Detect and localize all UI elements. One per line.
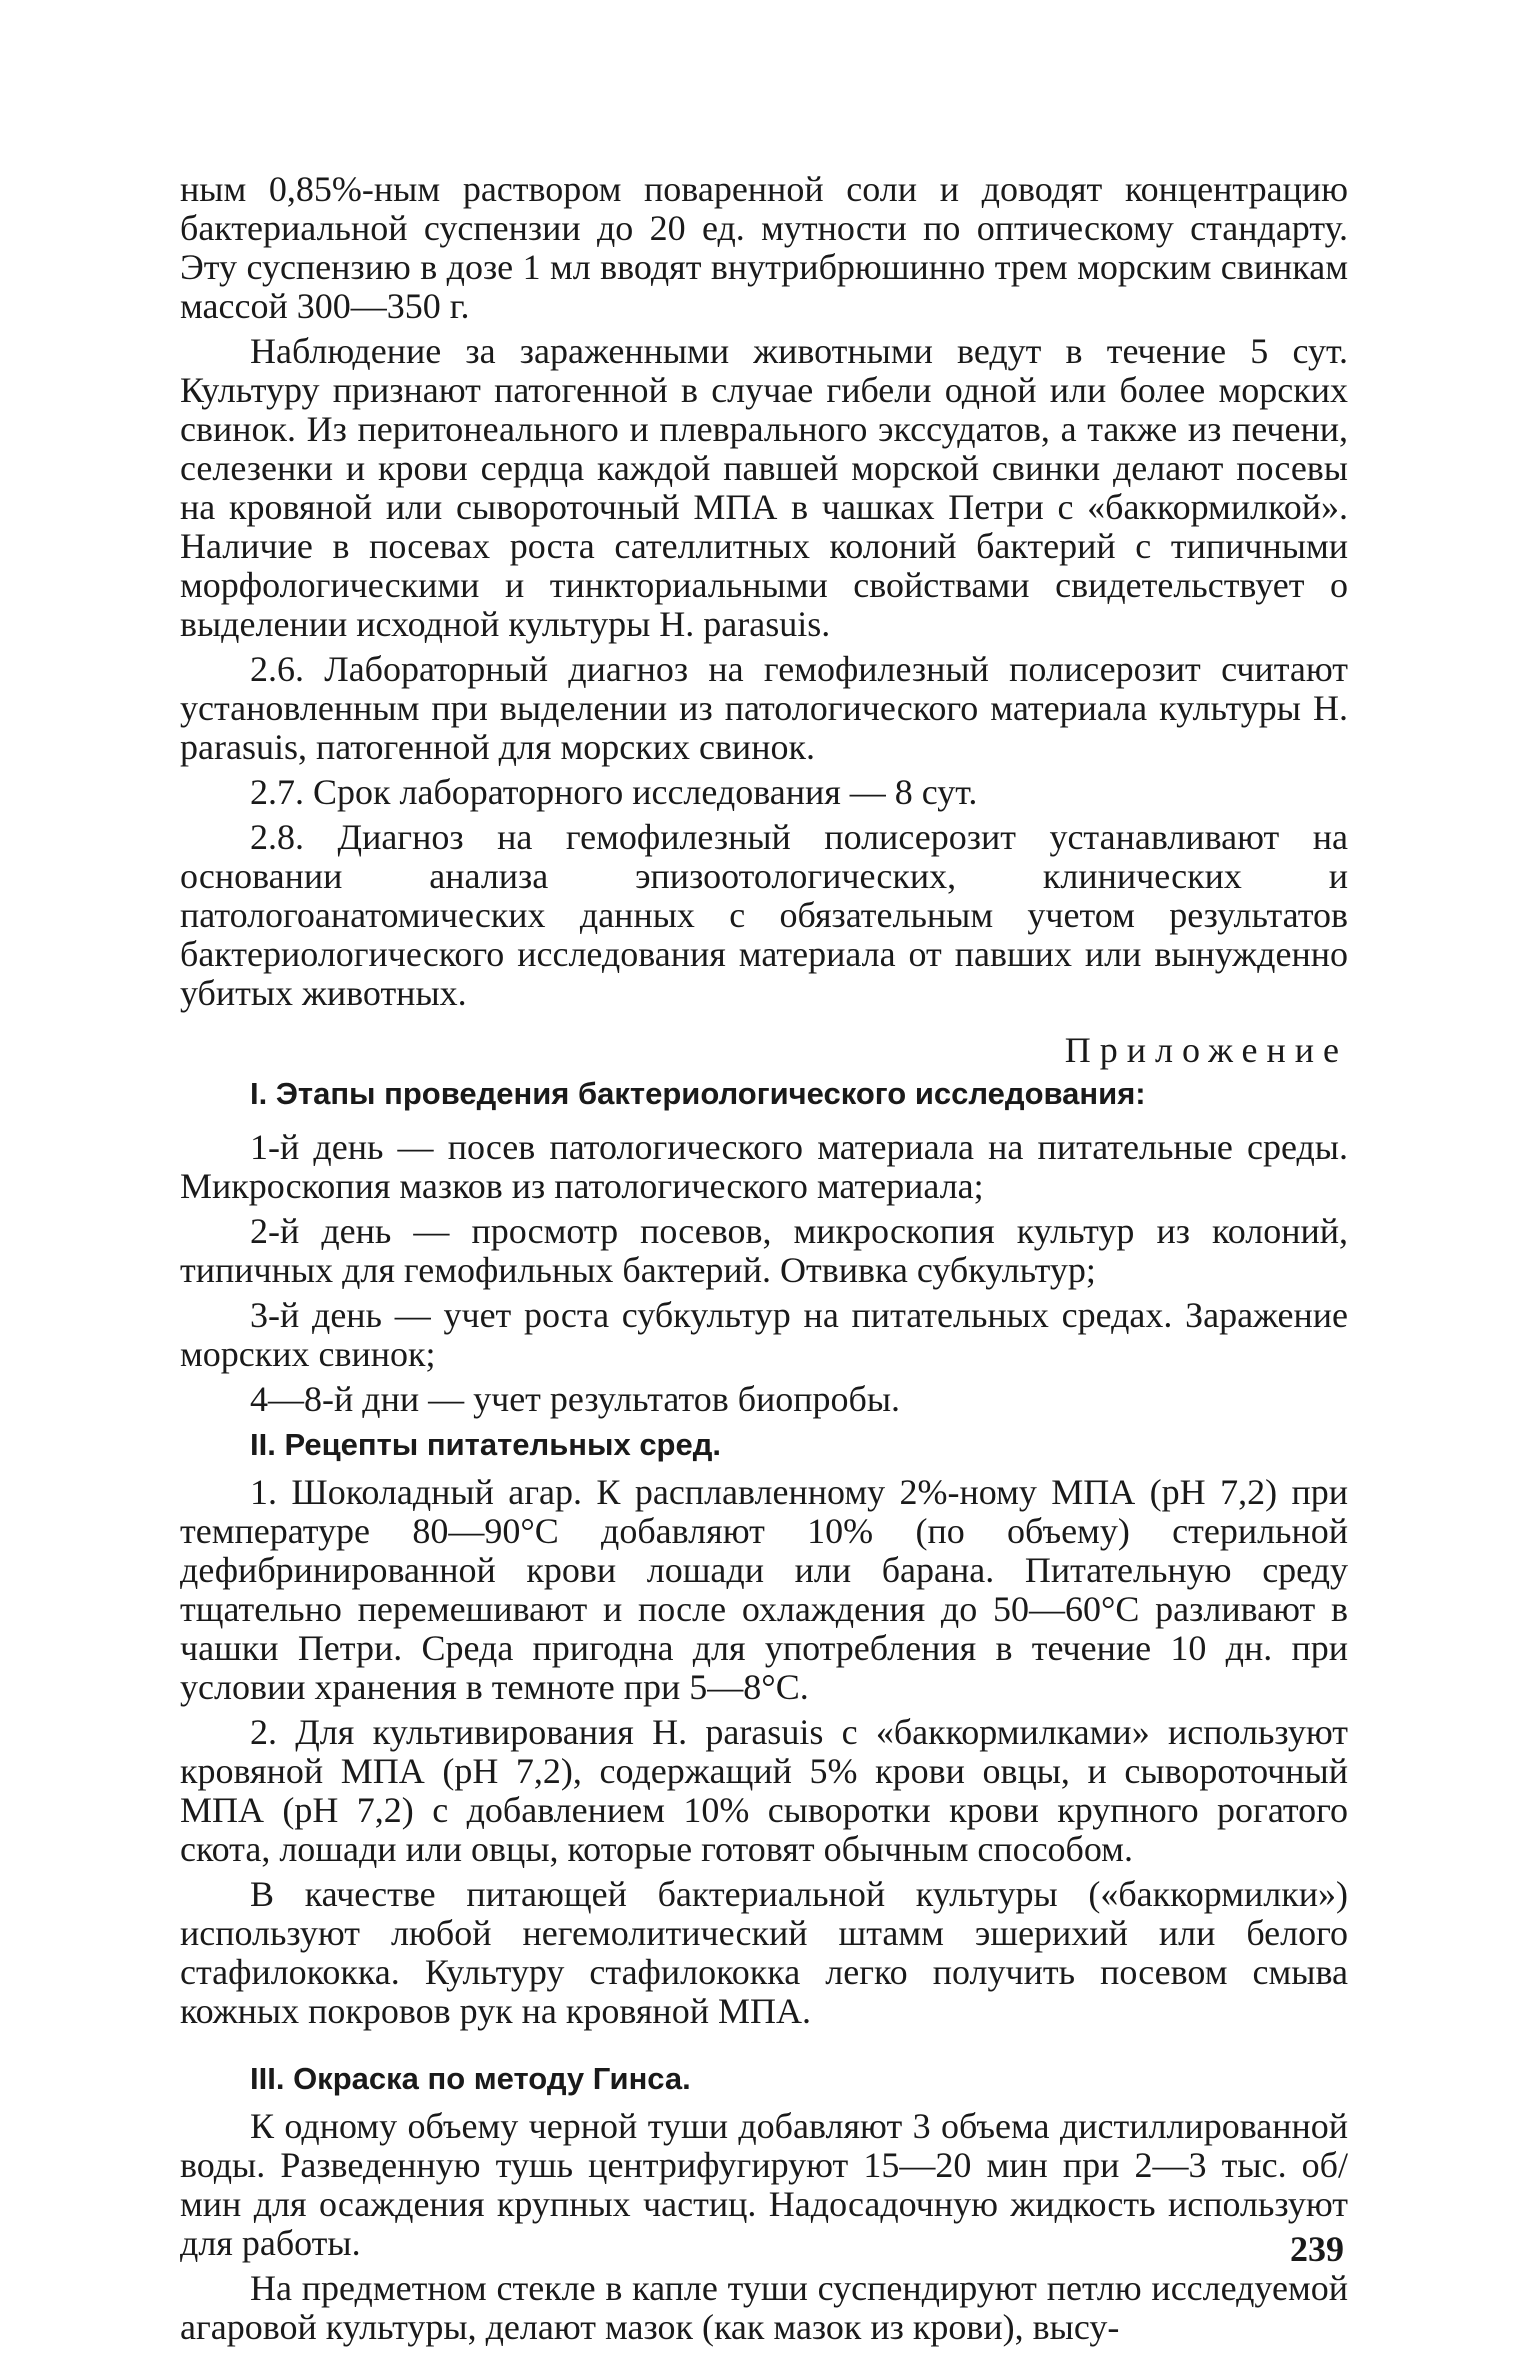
paragraph: В качестве питающей бактериальной культуры («баккормилки») используют любой негемолитический штамм эшерихий или белого стафилококка. Культуру стафилококка легко получить посевом смыва кожных покровов рук на кровяной МПА. — [180, 1874, 1348, 2031]
page-text — [180, 170, 1348, 2353]
section-heading: II. Рецепты питательных сред. — [250, 1427, 722, 1462]
list-item: 3-й день — учет роста субкультур на питательных средах. Заражение морских свинок; — [180, 1295, 1348, 1374]
section-heading: III. Окраска по методу Гинса. — [250, 2061, 691, 2096]
appendix-label: Приложение — [1064, 1030, 1348, 1070]
paragraph: 1. Шоколадный агар. К расплавленному 2%-ному МПА (рН 7,2) при температуре 80—90°С добавляют 10% (по объему) стерильной дефибринированной крови лошади или барана. Питательную среду тщательно перемешивают и после охлаждения до 50—60°С разливают в чашки Петри. Среда пригодна для употребления в течение 10 дн. при условии хранения в темноте при 5—8°С. — [180, 1472, 1348, 1707]
paragraph: 2. Для культивирования H. parasuis с «баккормилками» используют кровяной МПА (рН 7,2), содержащий 5% крови овцы, и сывороточный МПА (рН 7,2) с добавлением 10% сыворотки крови крупного рогатого скота, лошади или овцы, которые готовят обычным способом. — [180, 1712, 1348, 1869]
paragraph: 2.6. Лабораторный диагноз на гемофилезный полисерозит считают установленным при выделении из патологического материала культуры H. parasuis, патогенной для морских свинок. — [180, 649, 1348, 767]
paragraph: Наблюдение за зараженными животными ведут в течение 5 сут. Культуру признают патогенной в случае гибели одной или более морских свинок. Из перитонеального и плеврального экссудатов, а также из печени, селезенки и крови сердца каждой павшей морской свинки делают посевы на кровяной или сывороточный МПА в чашках Петри с «баккормилкой». Наличие в посевах роста сателлитных колоний бактерий с типичными морфологическими и тинкториальными свойствами свидетельствует о выделении исходной культуры H. parasuis. — [180, 331, 1348, 644]
list-item: 4—8-й дни — учет результатов биопробы. — [250, 1379, 901, 1419]
paragraph: ным 0,85%-ным раствором поваренной соли и доводят концентрацию бактериальной суспензии до 20 ед. мутности по оптическому стандарту. Эту суспензию в дозе 1 мл вводят внутрибрюшинно трем морским свинкам массой 300—350 г. — [180, 169, 1348, 326]
paragraph: На предметном стекле в капле туши суспендируют петлю исследуемой агаровой культуры, делают мазок (как мазок из крови), высу- — [180, 2268, 1348, 2347]
list-item: 1-й день — посев патологического материала на питательные среды. Микроскопия мазков из патологического материала; — [180, 1127, 1348, 1206]
section-heading: I. Этапы проведения бактериологического исследования: — [250, 1076, 1146, 1111]
paragraph: 2.7. Срок лабораторного исследования — 8 сут. — [250, 772, 978, 812]
list-item: 2-й день — просмотр посевов, микроскопия культур из колоний, типичных для гемофильных бактерий. Отвивка субкультур; — [180, 1211, 1348, 1290]
paragraph: 2.8. Диагноз на гемофилезный полисерозит устанавливают на основании анализа эпизоотологических, клинических и патологоанатомических данных с обязательным учетом результатов бактериологического исследования материала от павших или вынужденно убитых животных. — [180, 817, 1348, 1013]
paragraph: К одному объему черной туши добавляют 3 объема дистиллированной воды. Разведенную тушь центрифугируют 15—20 мин при 2—3 тыс. об/мин для осаждения крупных частиц. Надосадочную жидкость используют для работы. — [180, 2106, 1348, 2263]
page-number: 239 — [1290, 2229, 1344, 2269]
